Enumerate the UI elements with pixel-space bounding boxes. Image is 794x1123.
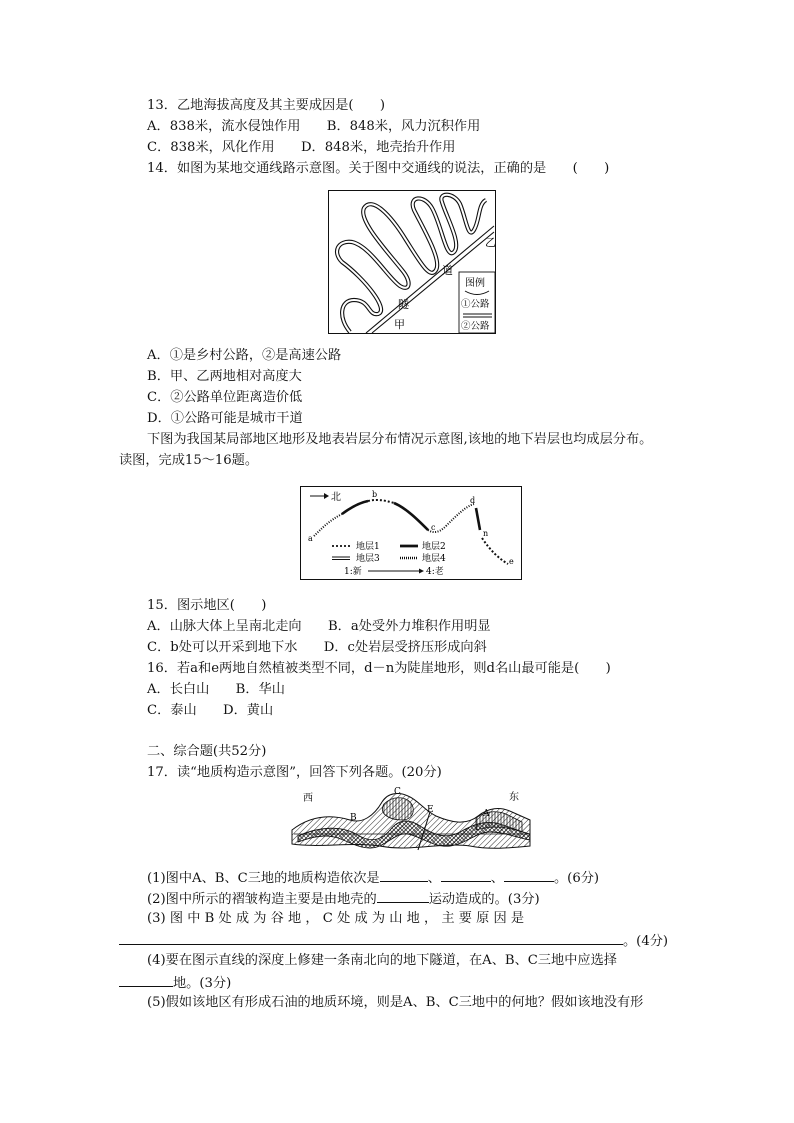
q17-part2-text: (2)图中所示的褶皱构造主要是由地壳的 — [147, 892, 377, 907]
label-b: B — [350, 813, 357, 823]
q17-part5: (5)假如该地区有形成石油的地质环境，则是A、B、C三地中的何地？假如该地没有形 — [147, 995, 644, 1010]
q16-stem: 16．若a和e两地自然植被类型不同，d－n为陡崖地形，则d名山最可能是( ) — [147, 661, 611, 676]
q16-options-ab: A．长白山 B．华山 — [147, 682, 285, 697]
q17-part4-score: 地。(3分) — [173, 976, 232, 991]
legend-road1: ①公路 — [461, 299, 490, 310]
legend-layer2: 地层2 — [422, 542, 446, 552]
q17-stem: 17．读“地质构造示意图”，回答下列各题。(20分) — [147, 765, 442, 780]
legend-road2: ②公路 — [461, 321, 490, 332]
label-yi: 乙 — [485, 236, 496, 249]
q17-part3-blank[interactable] — [119, 931, 623, 945]
point-e: e — [509, 557, 514, 566]
legend-layer1: 地层1 — [356, 542, 380, 552]
q14-stem: 14．如图为某地交通线路示意图。关于图中交通线的说法，正确的是 ( ) — [147, 161, 610, 176]
section-2-heading: 二、综合题(共52分) — [147, 744, 267, 759]
label-west: 西 — [303, 793, 313, 804]
q14-option-c: C．②公路单位距离造价低 — [147, 390, 303, 405]
core-c — [382, 798, 413, 820]
label-east: 东 — [509, 792, 519, 803]
q17-part3-answer — [119, 931, 668, 951]
traffic-route-map — [328, 190, 496, 334]
label-sui: 隧 — [398, 298, 409, 311]
q17-part1-sep2: 、 — [490, 871, 504, 886]
legend-new: 1:新 — [344, 567, 362, 577]
label-a: A — [483, 809, 490, 819]
q17-part1-text: (1)图中A、B、C三地的地质构造依次是 — [147, 871, 380, 886]
q17-part3: (3) 图 中 B 处 成 为 谷 地 ， C 处 成 为 山 地 ， 主 要 原 因 是 — [147, 911, 525, 926]
q14-option-b: B．甲、乙两地相对高度大 — [147, 369, 302, 384]
legend-layer4: 地层4 — [422, 554, 446, 564]
label-e: E — [427, 805, 434, 815]
q15-options-cd: C．b处可以开采到地下水 D．c处岩层受挤压形成向斜 — [147, 640, 487, 655]
q14-option-d: D．①公路可能是城市干道 — [147, 411, 303, 426]
q17-part2-score: 运动造成的。(3分) — [428, 892, 540, 907]
q15-stem: 15．图示地区( ) — [147, 598, 267, 613]
terrain-profile-figure — [300, 486, 522, 580]
point-d: d — [470, 496, 476, 505]
label-jia: 甲 — [394, 318, 405, 331]
legend-title: 图例 — [465, 278, 485, 289]
q13-options-cd: C．838米，风化作用 D．848米，地壳抬升作用 — [147, 140, 456, 155]
q16-options-cd: C．泰山 D．黄山 — [147, 703, 274, 718]
q13-stem: 13．乙地海拔高度及其主要成因是( ) — [147, 98, 386, 113]
q14-option-a: A．①是乡村公路，②是高速公路 — [147, 348, 342, 363]
legend-layer3: 地层3 — [356, 554, 380, 564]
q17-part2-blank[interactable] — [377, 889, 429, 903]
intro-15-16-line1: 下图为我国某局部地区地形及地表岩层分布情况示意图,该地的地下岩层也均成层分布。 — [147, 432, 653, 447]
q17-part1-blank-b[interactable] — [441, 868, 491, 882]
q17-part1-blank-c[interactable] — [504, 868, 554, 882]
intro-15-16-line2: 读图，完成15～16题。 — [119, 453, 259, 468]
q17-part4-blank[interactable] — [119, 973, 173, 987]
q17-part1-blank-a[interactable] — [380, 868, 428, 882]
north-label: 北 — [331, 492, 341, 503]
point-a: a — [308, 534, 313, 543]
q17-part4-answer — [119, 973, 231, 993]
label-dao: 道 — [442, 264, 453, 277]
q17-part2 — [147, 889, 540, 909]
q17-part1-sep1: 、 — [427, 871, 441, 886]
point-n: n — [483, 529, 489, 538]
point-c: c — [431, 523, 436, 532]
q15-options-ab: A．山脉大体上呈南北走向 B．a处受外力堆积作用明显 — [147, 619, 491, 634]
label-c: C — [394, 787, 401, 797]
point-b: b — [372, 490, 378, 499]
q17-part1-score: 。(6分) — [553, 871, 600, 886]
geologic-structure-figure — [290, 786, 534, 858]
q17-part1 — [147, 868, 599, 888]
q17-part3-score: 。(4分) — [623, 934, 669, 949]
q13-options-ab: A．838米，流水侵蚀作用 B．848米，风力沉积作用 — [147, 119, 481, 134]
q17-part4: (4)要在图示直线的深度上修建一条南北向的地下隧道，在A、B、C三地中应选择 — [147, 953, 617, 968]
legend-old: 4:老 — [426, 567, 444, 577]
